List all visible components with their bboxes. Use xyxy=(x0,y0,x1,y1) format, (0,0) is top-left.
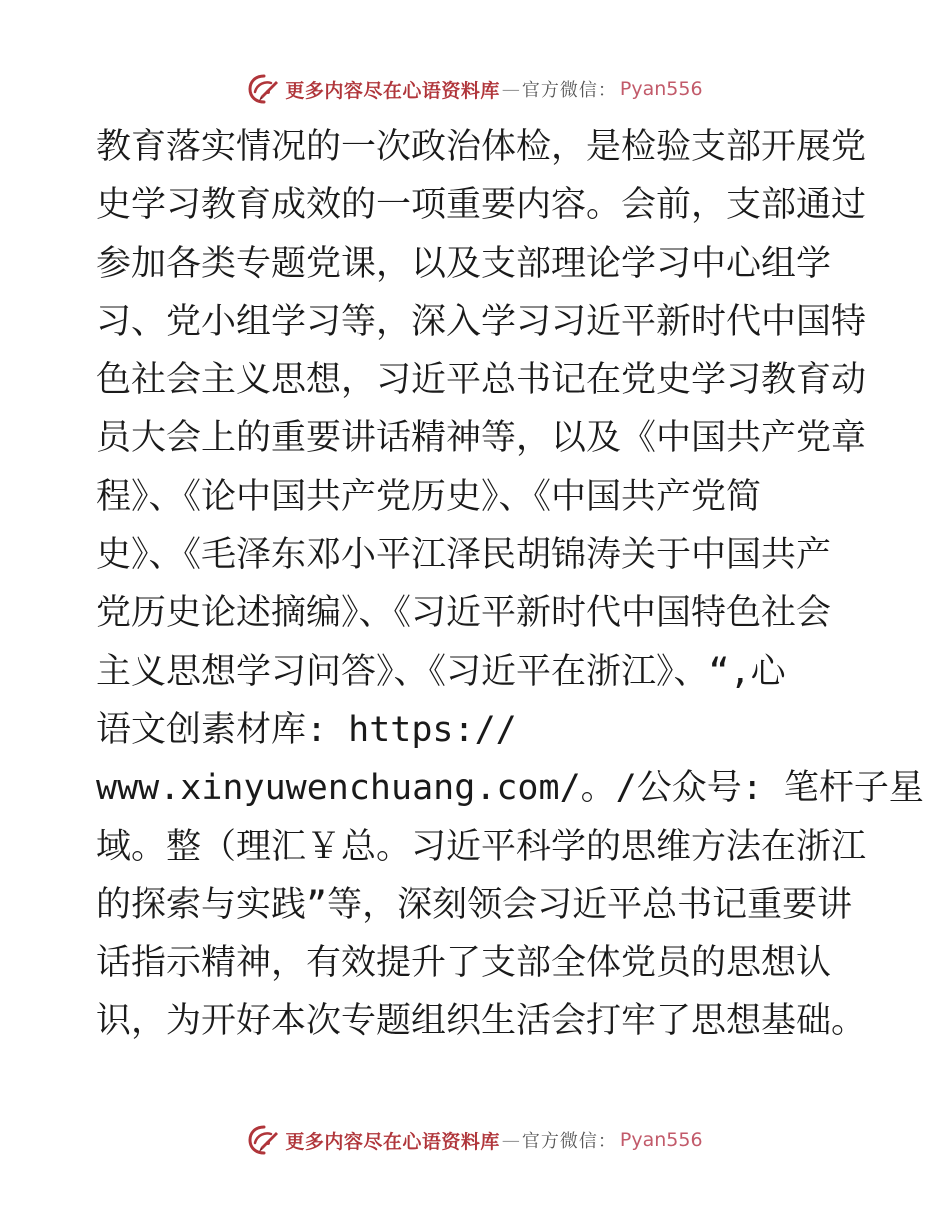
body-line: 员大会上的重要讲话精神等，以及《中国共产党章 xyxy=(96,418,867,459)
body-line: 的探索与实践”等，深刻领会习近平总书记重要讲 xyxy=(96,884,853,925)
body-line: 习、党小组学习等，深入学习习近平新时代中国特 xyxy=(96,301,867,342)
footer-dash: — xyxy=(501,1129,520,1151)
footer-banner xyxy=(0,1123,950,1157)
body-line: 教育落实情况的一次政治体检，是检验支部开展党 xyxy=(96,127,867,167)
header-wechat-label: 官方微信 xyxy=(521,80,598,101)
header-colon: ： xyxy=(597,80,616,101)
footer-wechat-label: 官方微信 xyxy=(521,1131,598,1152)
pen-swirl-logo-icon xyxy=(247,1123,281,1157)
body-line: 史》、《毛泽东邓小平江泽民胡锦涛关于中国共产 xyxy=(96,535,832,576)
body-line-url: 语文创素材库: https:// xyxy=(96,709,517,750)
body-line-url: www.xinyuwenchuang.com/。/公众号: 笔杆子星 xyxy=(96,768,924,809)
footer-colon: ： xyxy=(597,1131,616,1152)
header-dash: — xyxy=(501,78,520,100)
body-line: 主义思想学习问答》、《习近平在浙江》、“,心 xyxy=(96,651,786,692)
body-line: 色社会主义思想，习近平总书记在党史学习教育动 xyxy=(96,360,867,401)
body-line: 域。整（理汇￥总。习近平科学的思维方法在浙江 xyxy=(96,826,867,867)
pen-swirl-logo-icon xyxy=(247,72,281,106)
body-line: 话指示精神，有效提升了支部全体党员的思想认 xyxy=(96,943,832,984)
header-wechat-id: Pyan556 xyxy=(619,78,703,100)
footer-wechat-id: Pyan556 xyxy=(619,1129,703,1151)
body-line: 参加各类专题党课，以及支部理论学习中心组学 xyxy=(96,243,832,284)
header-promo-text: 更多内容尽在心语资料库 xyxy=(285,79,500,102)
document-body xyxy=(96,118,924,1051)
footer-promo-text: 更多内容尽在心语资料库 xyxy=(285,1130,500,1153)
body-line: 程》、《论中国共产党历史》、《中国共产党简 xyxy=(96,476,762,517)
body-line: 史学习教育成效的一项重要内容。会前，支部通过 xyxy=(96,185,867,226)
body-line: 党历史论述摘编》、《习近平新时代中国特色社会 xyxy=(96,593,832,634)
header-banner xyxy=(0,72,950,106)
body-line: 识，为开好本次专题组织生活会打牢了思想基础。 xyxy=(96,1001,867,1042)
